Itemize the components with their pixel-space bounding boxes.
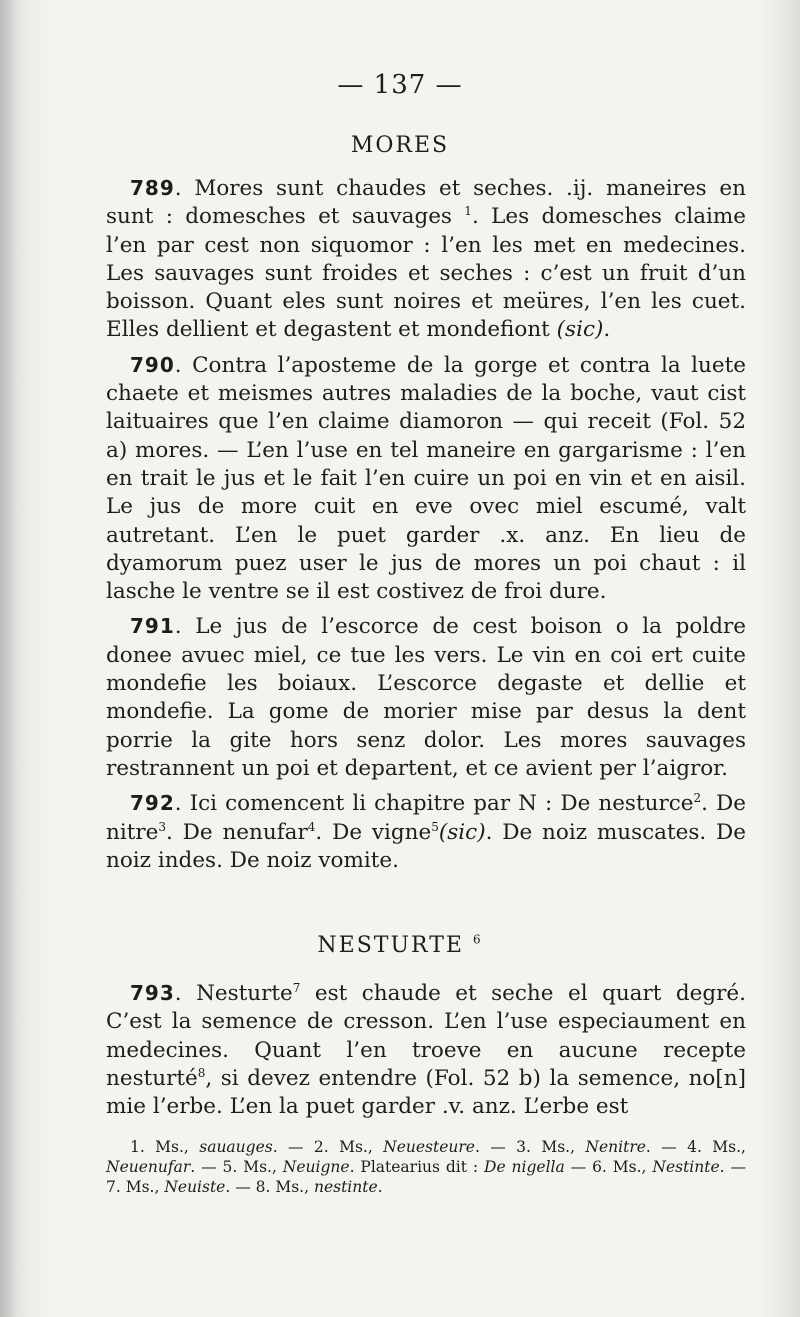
paragraph-text: . Ici comencent li chapitre par N : De nesturce (174, 791, 694, 817)
paragraph-text: . Nesturte (174, 981, 293, 1006)
paragraph-text: . (603, 317, 611, 343)
paragraph-text: . De nenufar (166, 819, 308, 845)
footnotes (106, 1137, 746, 1197)
section-title-mores: MORES (350, 133, 450, 158)
footnote-ref: 6 (472, 932, 483, 947)
sic-note: (sic) (556, 317, 604, 343)
paragraph-text: est chaude et seche el quart degré. C’est la semence de cresson. L’en l’use especiaument en medecines. Quant l’en troeve en aucune recepte nesturté (106, 981, 746, 1091)
paragraph-text: . De noiz muscates. De noiz indes. De noiz vomite. (106, 819, 746, 873)
binding-shadow (0, 0, 18, 1317)
paragraph-789 (106, 174, 746, 345)
paragraph-793 (106, 979, 746, 1121)
section-title-nesturte (0, 933, 800, 958)
footnote-ref: 8 (197, 1065, 206, 1080)
footnote-block: 1. Ms., sauauges. — 2. Ms., Neuesteure. — 3. Ms., Nenitre. — 4. Ms., Neuenufar. — 5. Ms., Neuigne. Platearius dit : De nigella — 6. Ms., Nestinte. — 7. Ms., Neuiste. — 8. Ms., nestinte. (106, 1138, 746, 1196)
section-title-text: NESTURTE (317, 933, 464, 958)
footnote-ref: 2 (693, 791, 702, 806)
paragraph-text: . De nitre (106, 791, 746, 845)
paragraph-number: 792 (130, 791, 175, 816)
paragraph-text: , si devez entendre (Fol. 52 b) la semence, no[n] mie l’erbe. L’en la puet garder .v. anz. L’erbe est (106, 1065, 746, 1120)
footnote-ref: 1 (464, 204, 472, 219)
footnote-ref: 4 (307, 819, 316, 834)
paragraph-text: . De vigne (315, 819, 432, 845)
paragraph-number: 791 (130, 614, 175, 639)
paragraph-791 (106, 612, 746, 783)
sic-note: (sic) (438, 819, 486, 845)
footnote-ref: 7 (292, 980, 301, 995)
paragraph-792 (106, 789, 746, 875)
paragraph-number: 789 (130, 176, 175, 200)
section-nesturte-body (106, 979, 746, 1127)
paragraph-number: 790 (130, 352, 175, 377)
paragraph-790 (106, 351, 746, 607)
footnote-ref: 5 (431, 819, 439, 834)
paragraph-text: . Contra l’aposteme de la gorge et contra la luete chaete et meismes autres maladies de la boche, vaut cist laituaires que l’en claime diamoron — qui receit (Fol. 52 a) mores. — L’en l’use en tel maneire en gargarisme : l’en en trait le jus et le fait l’en cuire un poi en vin et en aisil. Le jus de more cuit en eve ovec miel escumé, valt autretant. L’en le puet garder .x. anz. En lieu de dyamorum puez user le jus de mores un poi chaut : il lasche le ventre se il est costivez de froi dure. (106, 352, 746, 605)
page-number: — 137 — (337, 70, 463, 100)
paragraph-text: . Le jus de l’escorce de cest boison o la poldre donee avuec miel, ce tue les vers. Le vin en coi ert cuite mondefie les boiaux. L’escorce degaste et dellie et mondefie. La gome de morier mise par desus la dent porrie la gite hors senz dolor. Les mores sauvages restrannent un poi et departent, et ce avient per l’aigror. (106, 614, 746, 781)
paragraph-text: . Les domesches claime l’en par cest non siquomor : l’en les met en medecines. Les sauvages sunt froides et seches : c’est un fruit d’un boisson. Quant eles sunt noires et meüres, l’en les cuet. Elles dellient et degastent et mondefiont (106, 204, 747, 343)
section-mores-body (106, 174, 746, 881)
paragraph-text: . Mores sunt chaudes et seches. .ij. maneires en sunt : domesches et sauvages (106, 176, 746, 230)
footnote-ref: 3 (158, 819, 167, 834)
paragraph-number: 793 (130, 981, 175, 1005)
